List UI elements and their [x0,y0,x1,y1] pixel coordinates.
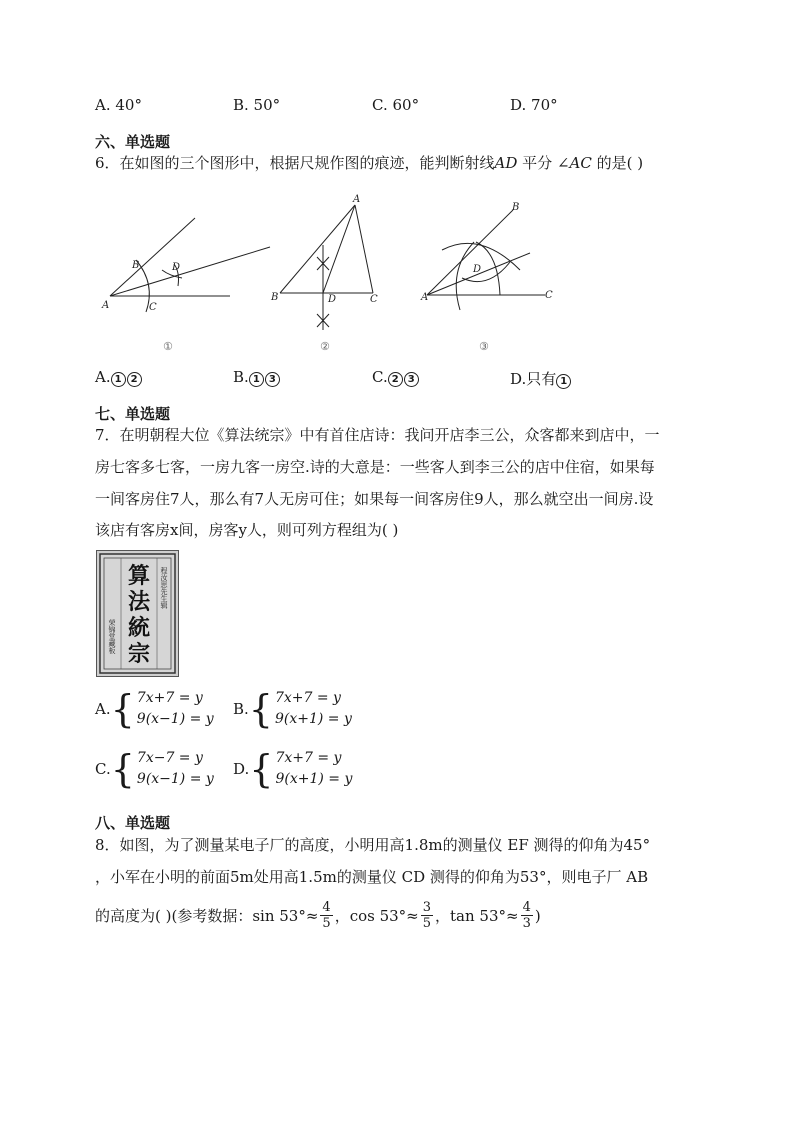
option-letter: D. [233,760,250,778]
q6-option-b[interactable] [233,368,281,387]
book-title-char-3: 統 [127,616,151,641]
q7-option-a[interactable] [95,688,214,730]
circled-number: 3 [265,372,280,387]
q6-f3-label-b: B [512,202,520,213]
q7-book-cover-image [96,550,179,677]
q6-f3-label-a: A [421,292,429,303]
q6-figures [90,190,570,360]
q6-caption-1: ① [163,340,173,353]
fraction-denominator: 5 [422,916,432,931]
equation-2: 9(x−1) = y [136,771,214,787]
section-7-heading: 七、单选题 [95,405,171,423]
option-text: 只有 [526,370,557,388]
q6-f3-label-d: D [473,264,482,275]
q6-figure-2 [280,205,373,330]
q6-option-d[interactable] [510,368,572,389]
q8-line-3-prefix: 的高度为( )(参考数据：sin 53°≈ [95,906,319,925]
q6-caption-2: ② [320,340,330,353]
q6-f3-label-c: C [545,290,553,301]
q7-option-b[interactable] [233,688,352,730]
circled-number: 2 [388,372,403,387]
circled-number: 3 [404,372,419,387]
q6-f2-label-b: B [271,292,279,303]
book-cover-drawing [97,551,178,676]
q6-f2-label-a: A [353,194,361,205]
q6-text-prefix: 6．在如图的三个图形中，根据尺规作图的痕迹，能判断射线 [95,154,495,172]
q8-line-2: ，小军在小明的前面5m处用高1.5m的测量仪 CD 测得的仰角为53°，则电子厂 AB [95,868,649,886]
brace: { [110,687,135,731]
equation-2: 9(x+1) = y [274,711,352,727]
equation-1: 7x+7 = y [136,690,203,706]
fraction-denominator: 5 [322,916,331,931]
q6-text-mid: 平分 ∠ [517,154,570,172]
option-letter: A. [95,368,111,386]
book-title-char-4: 宗 [127,642,151,667]
book-side-right: 程汝思先生辑 [160,567,168,609]
brace: { [110,747,135,791]
q6-stem [95,153,643,173]
circled-number: 2 [127,372,142,387]
equation-2: 9(x−1) = y [136,711,214,727]
cos-label: ，cos 53°≈ [334,906,419,925]
section-8-heading: 八、单选题 [95,814,171,832]
q6-option-c[interactable] [372,368,420,387]
q8-line-1: 8．如图，为了测量某电子厂的高度，小明用高1.8m的测量仪 EF 测得的仰角为45° [95,836,651,854]
q7-option-c[interactable] [95,748,214,790]
fraction-numerator: 4 [522,900,531,915]
q7-line-4: 该店有客房x间，房客y人，则可列方程组为( ) [95,521,399,539]
q7-line-2: 房七客多七客，一房九客一房空.诗的大意是：一些客人到李三公的店中住宿，如果每 [95,458,655,476]
q6-caption-3: ③ [479,340,489,353]
equation-1: 7x−7 = y [136,750,203,766]
cos-fraction [421,900,433,931]
q5-option-c[interactable]: C. 60° [372,96,420,114]
equation-1: 7x+7 = y [274,690,341,706]
option-letter: B. [233,700,249,718]
q6-option-a[interactable] [95,368,143,387]
option-letter: C. [95,760,111,778]
circled-number: 1 [111,372,126,387]
fraction-denominator: 3 [522,916,531,931]
option-letter: B. [233,368,249,386]
brace: { [249,747,274,791]
book-title-char-1: 算 [127,564,151,589]
option-letter: C. [372,368,388,386]
book-side-left: 荣锦堂藏板 [108,619,116,654]
sin-fraction [320,900,332,931]
q6-angle: AC [569,154,592,172]
section-6-heading: 六、单选题 [95,133,171,151]
tan-label: ，tan 53°≈ [435,906,519,925]
q6-f1-label-d: D [172,262,181,273]
q5-option-b[interactable]: B. 50° [233,96,281,114]
q6-text-suffix: 的是( ) [591,154,644,172]
q7-line-3: 一间客房住7人，那么有7人无房可住；如果每一间客房住9人，那么就空出一间房.设 [95,490,654,508]
circled-number: 1 [249,372,264,387]
q6-f2-label-c: C [370,294,378,305]
q6-f1-label-a: A [102,300,110,311]
q6-f1-label-b: B [132,260,140,271]
option-letter: D. [510,370,527,388]
fraction-numerator: 3 [422,900,432,915]
q8-line-3-suffix: ) [534,906,541,925]
q6-f1-label-c: C [149,302,157,313]
q6-f2-label-d: D [328,294,337,305]
q6-ray: AD [494,154,518,172]
q7-option-d[interactable] [233,748,352,790]
book-title-char-2: 法 [127,590,151,615]
circled-number: 1 [556,374,571,389]
fraction-numerator: 4 [322,900,331,915]
q5-option-d[interactable]: D. 70° [510,96,558,114]
q5-option-a[interactable]: A. 40° [95,96,142,114]
brace: { [248,687,273,731]
tan-fraction [521,900,533,931]
q7-line-1: 7．在明朝程大位《算法统宗》中有首住店诗：我问开店李三公，众客都来到店中，一 [95,426,660,444]
equation-1: 7x+7 = y [275,750,342,766]
option-letter: A. [95,700,111,718]
q6-figure-3 [427,210,545,310]
equation-2: 9(x+1) = y [275,771,353,787]
q8-line-3 [95,900,541,931]
